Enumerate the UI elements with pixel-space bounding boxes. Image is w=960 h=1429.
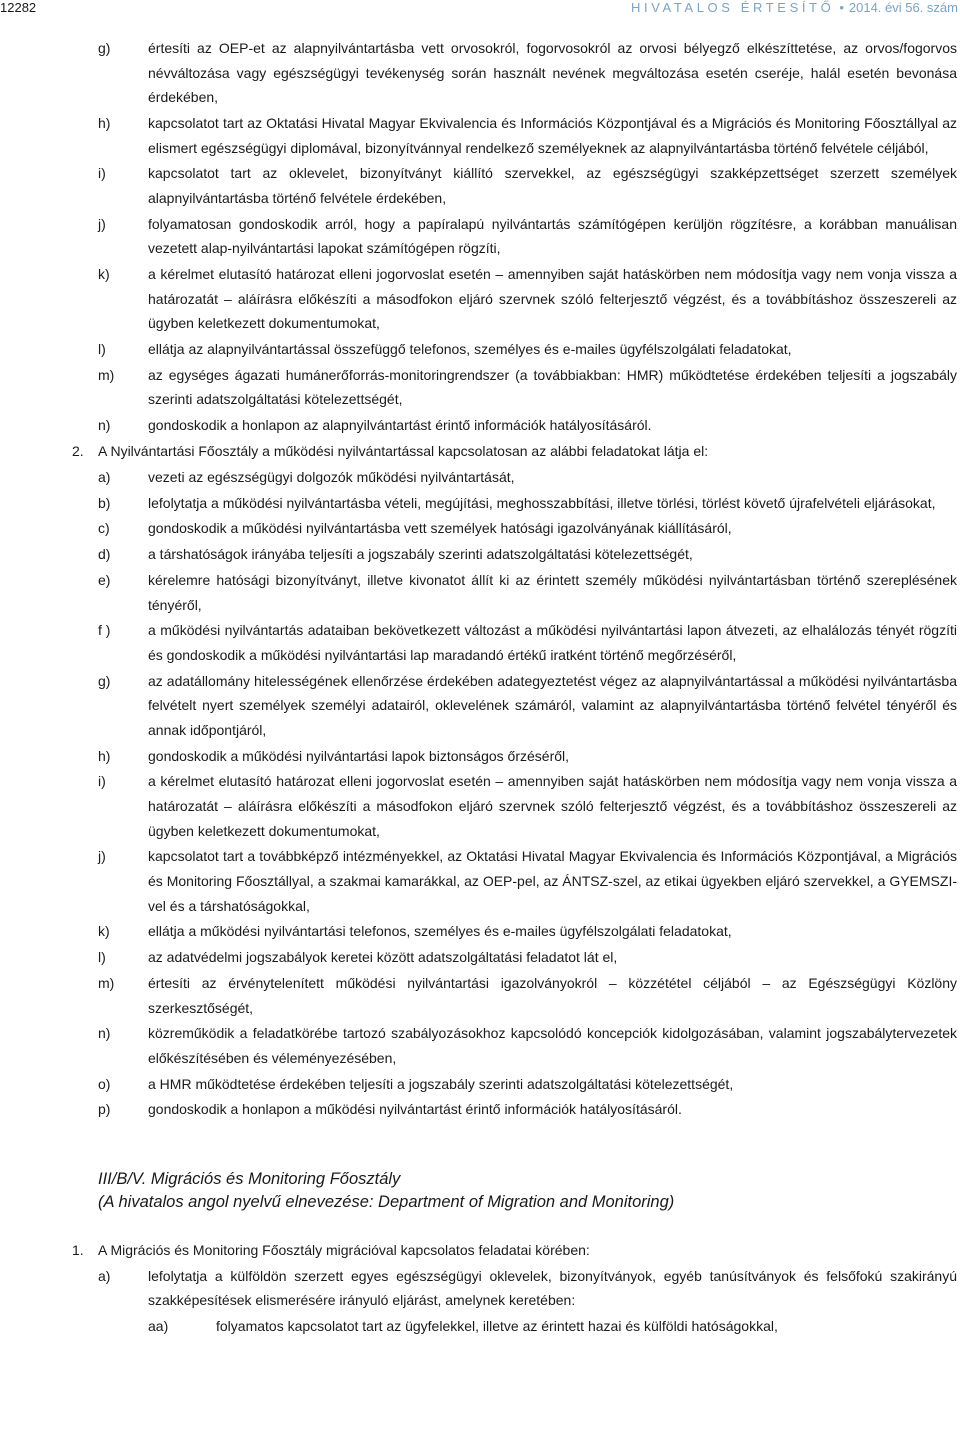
list-item-text: kérelemre hatósági bizonyítványt, illetve kivonatot állít ki az érintett személy működési nyilvántartásban történő szereplésének tényéről,: [148, 571, 957, 613]
list-item-label: i): [98, 165, 106, 182]
list-item-label: m): [98, 974, 115, 991]
list-item-text: a társhatóságok irányába teljesíti a jogszabály szerinti adatszolgáltatási kötelezettségét,: [148, 546, 693, 563]
list-item: [0, 465, 960, 490]
list-item-label: i): [98, 773, 106, 790]
list-b: [0, 465, 960, 1122]
list-item-label: m): [98, 366, 115, 383]
list-item-label: j): [98, 848, 106, 865]
list-c: [0, 1264, 960, 1313]
list-item-text: ellátja az alapnyilvántartással összefüggő telefonos, személyes és e-mailes ügyfélszolgálati feladatokat,: [148, 341, 792, 358]
list-item-text: lefolytatja a külföldön szerzett egyes egészségügyi oklevelek, bizonyítványok, egyéb tanúsítványok és felsőfokú szakirányú szakképesítések elismerésére irányuló eljárást, amelynek keretében:: [148, 1267, 957, 1309]
list-item: [0, 516, 960, 541]
list-item: [0, 618, 960, 667]
list-item-label: l): [98, 341, 106, 358]
list-item: [0, 111, 960, 160]
point-text: A Nyilvántartási Főosztály a működési nyilvántartással kapcsolatosan az alábbi feladatokat látja el:: [98, 443, 709, 459]
list-item: [0, 669, 960, 743]
running-header: [631, 0, 958, 15]
list-item-label: a): [98, 468, 111, 485]
list-item-label: h): [98, 747, 111, 764]
list-item-label: l): [98, 949, 106, 966]
list-item-label: g): [98, 40, 111, 56]
list-item-label: f ): [98, 622, 111, 639]
list-item-label: k): [98, 266, 110, 283]
list-item: [0, 491, 960, 516]
list-item-text: az adatállomány hitelességének ellenőrzése érdekében adategyeztetést végez az alapnyilvántartással a működési nyilvántartásba felvételt nyert személyek személyi adatairól, oklevelének számáról, valamint az alapnyilvántartásba történő felvétel tényéről és annak időpontjáról,: [148, 672, 957, 738]
list-item-text: a kérelmet elutasító határozat elleni jogorvoslat esetén – amennyiben saját hatáskörben nem módosítja vagy nem vonja vissza a határozatát – aláírásra előkészíti a másodfokon eljáró szervnek szóló felterjesztő végzést, és a továbbításhoz összeszereli az ügyben keletkezett dokumentumokat,: [148, 773, 957, 839]
sub-list-item: [0, 1314, 960, 1339]
sub-item-label: aa): [148, 1318, 169, 1335]
numbered-point-2: [0, 439, 960, 464]
list-item-text: vezeti az egészségügyi dolgozók működési nyilvántartását,: [148, 468, 515, 485]
sub-item-text: folyamatos kapcsolatot tart az ügyfelekkel, illetve az érintett hazai és külföldi hatóságokkal,: [216, 1318, 778, 1335]
list-item: [0, 542, 960, 567]
list-item: [0, 212, 960, 261]
list-item: [0, 1021, 960, 1070]
list-item: [0, 1072, 960, 1097]
list-item-text: kapcsolatot tart az Oktatási Hivatal Magyar Ekvivalencia és Információs Központjával és a Migrációs és Monitoring Főosztállyal az elismert egészségügyi diplomával, bizonyítvánnyal rendelkező személyeknek az alapnyilvántartásba történő felvétele céljából,: [148, 114, 957, 156]
list-item-label: b): [98, 494, 111, 511]
list-item: [0, 568, 960, 617]
list-item-text: ellátja a működési nyilvántartási telefonos, személyes és e-mailes ügyfélszolgálati feladatokat,: [148, 923, 732, 940]
list-item-text: a HMR működtetése érdekében teljesíti a jogszabály szerinti adatszolgáltatási kötelezettségét,: [148, 1075, 734, 1092]
journal-title: HIVATALOS ÉRTESÍTŐ: [631, 0, 835, 15]
list-item-text: értesíti az érvénytelenített működési nyilvántartási igazolványokról – közzététel céljából – az Egészségügyi Közlöny szerkesztőségét,: [148, 974, 957, 1016]
list-item-text: kapcsolatot tart a továbbképző intézményekkel, az Oktatási Hivatal Magyar Ekvivalencia és Információs Központjával, a Migrációs és Monitoring Főosztállyal, a szakmai kamarákkal, az OEP-pel, az ÁNTSZ-szel, az etikai ügyekben eljáró szervekkel, a GYEMSZI-vel és a társhatóságokkal,: [148, 848, 957, 914]
list-item: [0, 769, 960, 843]
list-item: [0, 363, 960, 412]
list-item-text: gondoskodik a működési nyilvántartási lapok biztonságos őrzéséről,: [148, 747, 570, 764]
list-item: [0, 413, 960, 438]
list-item: [0, 919, 960, 944]
list-item-label: g): [98, 672, 111, 689]
section-title: III/B/V. Migrációs és Monitoring Főosztály: [98, 1170, 401, 1189]
point-label: 1.: [72, 1242, 84, 1259]
list-item-text: a működési nyilvántartás adataiban bekövetkezett változást a működési nyilvántartási lapon átvezeti, az elhalálozás tényét rögzíti és gondoskodik a működési nyilvántartási lap maradandó értékű iratként történő megőrzéséről,: [148, 622, 957, 663]
list-item-text: gondoskodik a honlapon az alapnyilvántartást érintő információk hatályosításáról.: [148, 417, 652, 434]
list-item-label: h): [98, 114, 111, 131]
list-item: [0, 36, 960, 110]
point-label: 2.: [72, 443, 84, 459]
section-subtitle: (A hivatalos angol nyelvű elnevezése: Department of Migration and Monitoring): [98, 1193, 675, 1212]
list-item-text: az egységes ágazati humánerőforrás-monitoringrendszer (a továbbiakban: HMR) működtetése érdekében teljesíti a jogszabály szerinti adatszolgáltatási kötelezettségét,: [148, 366, 957, 408]
list-item-text: gondoskodik a honlapon a működési nyilvántartást érintő információk hatályosításáról.: [148, 1101, 682, 1118]
document-body: [0, 36, 960, 1339]
issue-label: 2014. évi 56. szám: [848, 0, 958, 15]
list-item: [0, 337, 960, 362]
list-item-text: a kérelmet elutasító határozat elleni jogorvoslat esetén – amennyiben saját hatáskörben nem módosítja vagy nem vonja vissza a határozatát – aláírásra előkészíti a másodfokon eljáró szervnek szóló felterjesztő végzést, és a továbbításhoz összeszereli az ügyben keletkezett dokumentumokat,: [148, 266, 957, 332]
page-number: 12282: [0, 0, 37, 15]
separator-dot: •: [839, 0, 844, 15]
list-item: [0, 945, 960, 970]
list-item-label: j): [98, 215, 106, 232]
list-a: [0, 36, 960, 438]
list-item-label: o): [98, 1075, 111, 1092]
point-text: A Migrációs és Monitoring Főosztály migrációval kapcsolatos feladatai körében:: [98, 1242, 590, 1259]
list-item: [0, 971, 960, 1020]
list-item-text: az adatvédelmi jogszabályok keretei között adatszolgáltatási feladatot lát el,: [148, 949, 618, 966]
list-item: [0, 744, 960, 769]
list-item-label: a): [98, 1267, 111, 1284]
list-item-text: értesíti az OEP-et az alapnyilvántartásba vett orvosokról, fogorvosokról az orvosi bélyegző elkészíttetése, az orvos/fogorvos névváltozása vagy egészségügyi tevékenység során használt nevének megváltozása esetén cseréje, halál esetén bevonása érdekében,: [148, 40, 957, 106]
section-heading: [98, 1168, 960, 1214]
list-item: [0, 1264, 960, 1313]
list-item-label: d): [98, 546, 111, 563]
list-item: [0, 844, 960, 918]
list-item-text: gondoskodik a működési nyilvántartásba vett személyek hatósági igazolványának kiállításáról,: [148, 520, 732, 537]
list-item-label: n): [98, 417, 111, 434]
list-item-label: p): [98, 1101, 111, 1118]
list-item-text: lefolytatja a működési nyilvántartásba vételi, megújítási, meghosszabbítási, illetve törlési, törlést követő újrafelvételi eljárásokat,: [148, 494, 936, 511]
list-item: [0, 262, 960, 336]
numbered-point-1: [0, 1238, 960, 1263]
list-item-text: közreműködik a feladatkörébe tartozó szabályozásokhoz kapcsolódó koncepciók kidolgozásában, valamint jogszabálytervezetek előkészítésében és véleményezésében,: [148, 1025, 957, 1066]
list-item-label: e): [98, 571, 111, 588]
list-item-label: c): [98, 520, 110, 537]
list-item-text: kapcsolatot tart az oklevelet, bizonyítványt kiállító szervekkel, az egészségügyi szakképzettséget szerzett személyek alapnyilvántartásba történő felvétele érdekében,: [148, 165, 957, 206]
list-item-label: k): [98, 923, 110, 940]
list-item-text: folyamatosan gondoskodik arról, hogy a papíralapú nyilvántartás számítógépen kerüljön rögzítésre, a korábban manuálisan vezetett alap-nyilvántartási lapokat számítógépen rögzíti,: [148, 215, 957, 257]
list-item: [0, 161, 960, 210]
list-item-label: n): [98, 1025, 111, 1042]
list-item: [0, 1097, 960, 1122]
